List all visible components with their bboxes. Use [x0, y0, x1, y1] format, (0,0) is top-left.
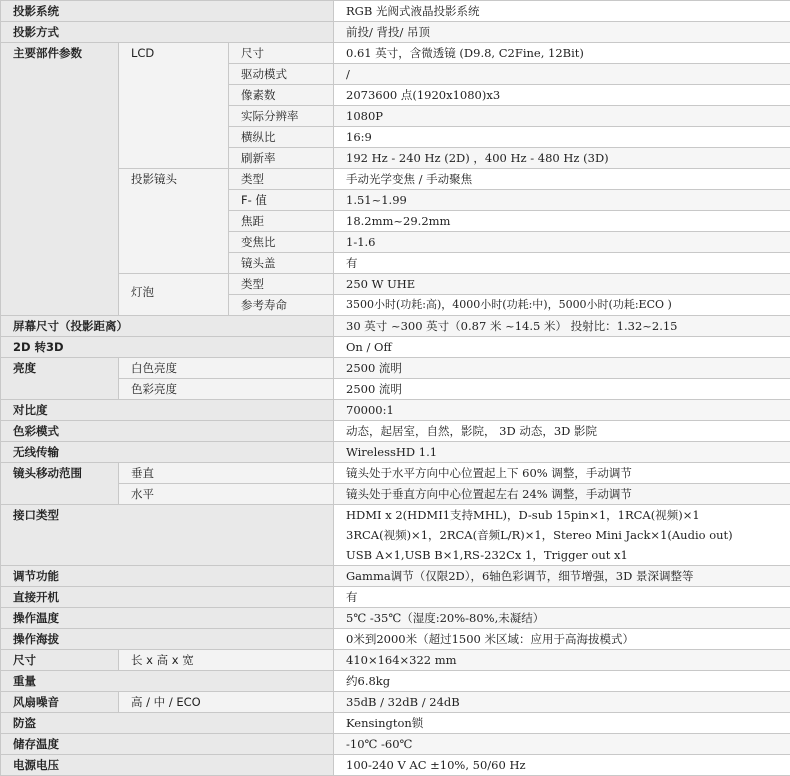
value-interfaces [334, 505, 790, 566]
value-lcd-drive: / [334, 64, 790, 85]
label-contrast: 对比度 [1, 400, 334, 421]
label-security: 防盗 [1, 713, 334, 734]
value-lens-shift-horizontal: 镜头处于垂直方向中心位置起左右 24% 调整，手动调节 [334, 484, 790, 505]
value-lens-zoom: 1-1.6 [334, 232, 790, 253]
label-lamp-life: 参考寿命 [229, 295, 334, 316]
value-lens-focal: 18.2mm~29.2mm [334, 211, 790, 232]
value-security: Kensington锁 [334, 713, 790, 734]
value-lens-shift-vertical: 镜头处于水平方向中心位置起上下 60% 调整，手动调节 [334, 463, 790, 484]
value-direct-on: 有 [334, 587, 790, 608]
row-3d-conversion [1, 337, 790, 358]
value-wireless: WirelessHD 1.1 [334, 442, 790, 463]
label-wireless: 无线传输 [1, 442, 334, 463]
value-lcd-aspect: 16:9 [334, 127, 790, 148]
label-lens-shift: 镜头移动范围 [1, 463, 119, 505]
label-lcd: LCD [119, 43, 229, 169]
value-power: 100-240 V AC ±10%, 50/60 Hz [334, 755, 790, 776]
value-lamp-life: 3500小时(功耗:高)，4000小时(功耗:中)，5000小时(功耗:ECO ) [334, 295, 790, 316]
row-projection-system [1, 1, 790, 22]
interface-line: 3RCA(视频)×1，2RCA(音频L/R)×1，Stereo Mini Jack×1(Audio out) [346, 525, 786, 545]
value-lens-f: 1.51~1.99 [334, 190, 790, 211]
row-direct-on [1, 587, 790, 608]
label-lens-zoom: 变焦比 [229, 232, 334, 253]
label-lens-type: 类型 [229, 169, 334, 190]
value-lcd-refresh: 192 Hz - 240 Hz (2D) ，400 Hz - 480 Hz (3D) [334, 148, 790, 169]
value-contrast: 70000:1 [334, 400, 790, 421]
label-screen-size: 屏幕尺寸（投影距离） [1, 316, 334, 337]
value-brightness-white: 2500 流明 [334, 358, 790, 379]
label-brightness-white: 白色亮度 [119, 358, 334, 379]
label-brightness: 亮度 [1, 358, 119, 400]
value-lcd-resolution: 1080P [334, 106, 790, 127]
value-weight: 约6.8kg [334, 671, 790, 692]
row-lcd-size [1, 43, 790, 64]
label-lcd-aspect: 横纵比 [229, 127, 334, 148]
label-lens-f: F- 值 [229, 190, 334, 211]
value-lcd-size: 0.61 英寸，含微透镜 (D9.8, C2Fine, 12Bit) [334, 43, 790, 64]
value-altitude: 0米到2000米（超过1500 米区域：应用于高海拔模式） [334, 629, 790, 650]
label-lcd-pixels: 像素数 [229, 85, 334, 106]
row-lens-shift-vertical [1, 463, 790, 484]
label-noise: 风扇噪音 [1, 692, 119, 713]
value-projection-mode: 前投/ 背投/ 吊顶 [334, 22, 790, 43]
row-lamp-type [1, 274, 790, 295]
row-interfaces [1, 505, 790, 566]
value-lamp-type: 250 W UHE [334, 274, 790, 295]
label-lens-shift-vertical: 垂直 [119, 463, 334, 484]
row-brightness-white [1, 358, 790, 379]
label-lens-focal: 焦距 [229, 211, 334, 232]
row-op-temp [1, 608, 790, 629]
row-noise [1, 692, 790, 713]
value-storage-temp: -10℃ -60℃ [334, 734, 790, 755]
label-dimensions: 尺寸 [1, 650, 119, 671]
row-security [1, 713, 790, 734]
label-direct-on: 直接开机 [1, 587, 334, 608]
label-main-parts: 主要部件参数 [1, 43, 119, 316]
row-contrast [1, 400, 790, 421]
row-brightness-color [1, 379, 790, 400]
label-projection-system: 投影系统 [1, 1, 334, 22]
row-screen-size [1, 316, 790, 337]
value-screen-size: 30 英寸 ~300 英寸（0.87 米 ~14.5 米） 投射比：1.32~2.15 [334, 316, 790, 337]
label-lamp-type: 类型 [229, 274, 334, 295]
label-brightness-color: 色彩亮度 [119, 379, 334, 400]
label-lcd-drive: 驱动模式 [229, 64, 334, 85]
label-interfaces: 接口类型 [1, 505, 334, 566]
label-lcd-resolution: 实际分辨率 [229, 106, 334, 127]
value-noise: 35dB / 32dB / 24dB [334, 692, 790, 713]
label-storage-temp: 储存温度 [1, 734, 334, 755]
label-altitude: 操作海拔 [1, 629, 334, 650]
label-power: 电源电压 [1, 755, 334, 776]
row-power [1, 755, 790, 776]
value-lens-type: 手动光学变焦 / 手动聚焦 [334, 169, 790, 190]
label-lcd-size: 尺寸 [229, 43, 334, 64]
value-op-temp: 5℃ -35℃（湿度:20%-80%,未凝结） [334, 608, 790, 629]
label-projection-mode: 投影方式 [1, 22, 334, 43]
label-color-mode: 色彩模式 [1, 421, 334, 442]
label-lens: 投影镜头 [119, 169, 229, 274]
row-adjust [1, 566, 790, 587]
label-lens-cap: 镜头盖 [229, 253, 334, 274]
label-lens-shift-horizontal: 水平 [119, 484, 334, 505]
row-dimensions [1, 650, 790, 671]
value-brightness-color: 2500 流明 [334, 379, 790, 400]
row-altitude [1, 629, 790, 650]
row-wireless [1, 442, 790, 463]
value-projection-system: RGB 光阀式液晶投影系统 [334, 1, 790, 22]
row-lens-type [1, 169, 790, 190]
sub-noise: 高 / 中 / ECO [119, 692, 334, 713]
label-3d-conversion: 2D 转3D [1, 337, 334, 358]
label-adjust: 调节功能 [1, 566, 334, 587]
row-lens-shift-horizontal [1, 484, 790, 505]
label-op-temp: 操作温度 [1, 608, 334, 629]
value-3d-conversion: On / Off [334, 337, 790, 358]
interface-line: HDMI x 2(HDMI1支持MHL)，D-sub 15pin×1，1RCA(视频)×1 [346, 505, 786, 525]
row-storage-temp [1, 734, 790, 755]
label-lcd-refresh: 刷新率 [229, 148, 334, 169]
sub-dimensions: 长 x 高 x 宽 [119, 650, 334, 671]
interface-line: USB A×1,USB B×1,RS-232Cx 1，Trigger out x1 [346, 545, 786, 565]
value-color-mode: 动态，起居室，自然，影院， 3D 动态，3D 影院 [334, 421, 790, 442]
value-lens-cap: 有 [334, 253, 790, 274]
value-adjust: Gamma调节（仅限2D），6轴色彩调节，细节增强，3D 景深调整等 [334, 566, 790, 587]
label-lamp: 灯泡 [119, 274, 229, 316]
row-color-mode [1, 421, 790, 442]
value-lcd-pixels: 2073600 点(1920x1080)x3 [334, 85, 790, 106]
row-projection-mode [1, 22, 790, 43]
value-dimensions: 410×164×322 mm [334, 650, 790, 671]
label-weight: 重量 [1, 671, 334, 692]
row-weight [1, 671, 790, 692]
